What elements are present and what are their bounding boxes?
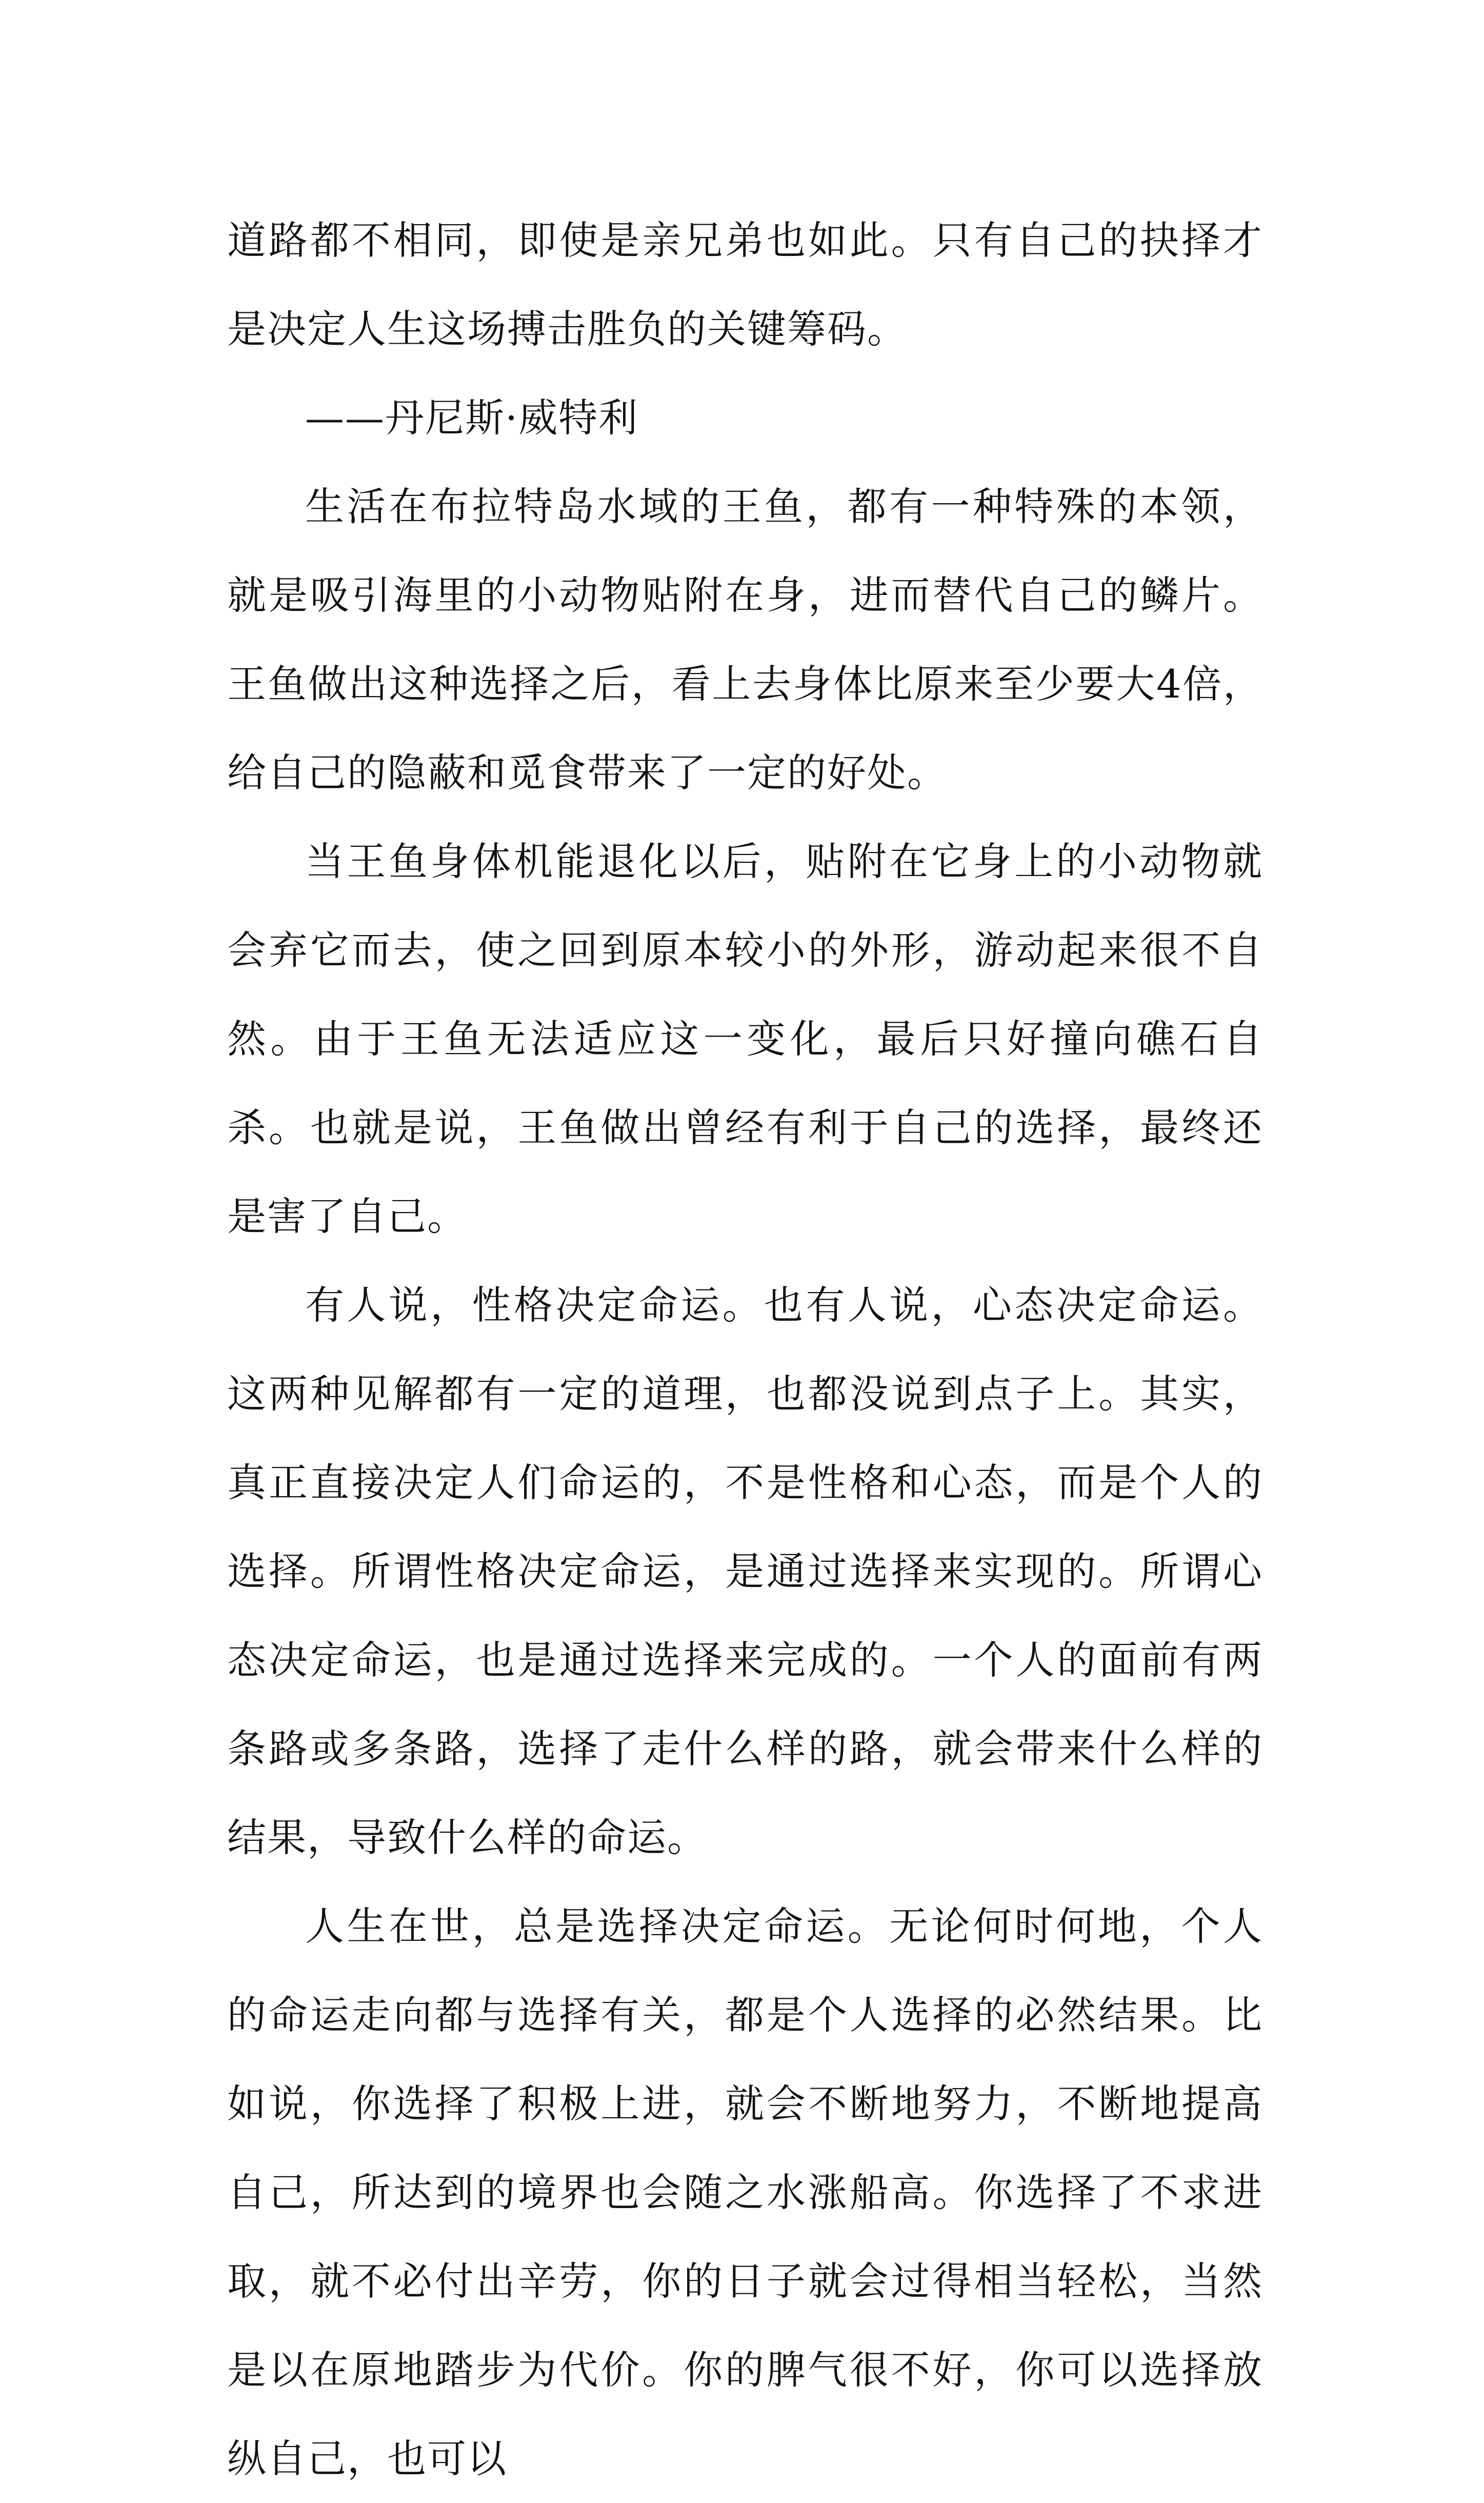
paragraph-choice-determines-fate: 有人说，性格决定命运。也有人说，心态决定命运。这两种见解都有一定的道理，也都没说到点子上。其实，真正直接决定人们命运的，不是性格和心态，而是个人的选择。所谓性格决定命运，是通过选择来实现的。所谓心态决定命运，也是通过选择来完成的。一个人的面前有两条路或多条路，选择了走什么样的路，就会带来什么样的结果，导致什么样的命运。 (227, 1282, 1263, 1860)
paragraph-wang-fish: 生活在布拉特岛水域的王鱼，都有一种特殊的本领，就是吸引海里的小动物贴附在身，进而替代自己的鳞片。王鱼做出这种选择之后，看上去身体比原来至少要大4倍，给自己的隐蔽和觅食带来了一定的好处。 (227, 484, 1263, 796)
quote-attribution: ——丹尼斯·威特利 (305, 395, 639, 441)
paragraph-wang-fish-decline: 当王鱼身体机能退化以后，贴附在它身上的小动物就会弃它而去，使之回到原本较小的外形，游动起来很不自然。由于王鱼无法适应这一变化，最后只好撞向礁石自杀。也就是说，王鱼做出曾经有利于自己的选择，最终还是害了自己。 (227, 839, 1263, 1239)
document-body (227, 196, 1263, 2503)
paragraph-continued: 道路都不相同，即使是亲兄弟也如此。只有自己的抉择才是决定人生这场搏击胜负的关键筹码。 (227, 217, 1263, 352)
paragraph-life-choices: 人生在世，总是选择决定命运。无论何时何地，个人的命运走向都与选择有关，都是个人选择的必然结果。比如说，你选择了积极上进，就会不断地努力，不断地提高自己，所达到的境界也会随之水涨船高。你选择了不求进取，就不必付出辛劳，你的日子就会过得相当轻松，当然是以在原地踏步为代价。你的脾气很不好，你可以选择放纵自己，也可以 (227, 1903, 1263, 2481)
